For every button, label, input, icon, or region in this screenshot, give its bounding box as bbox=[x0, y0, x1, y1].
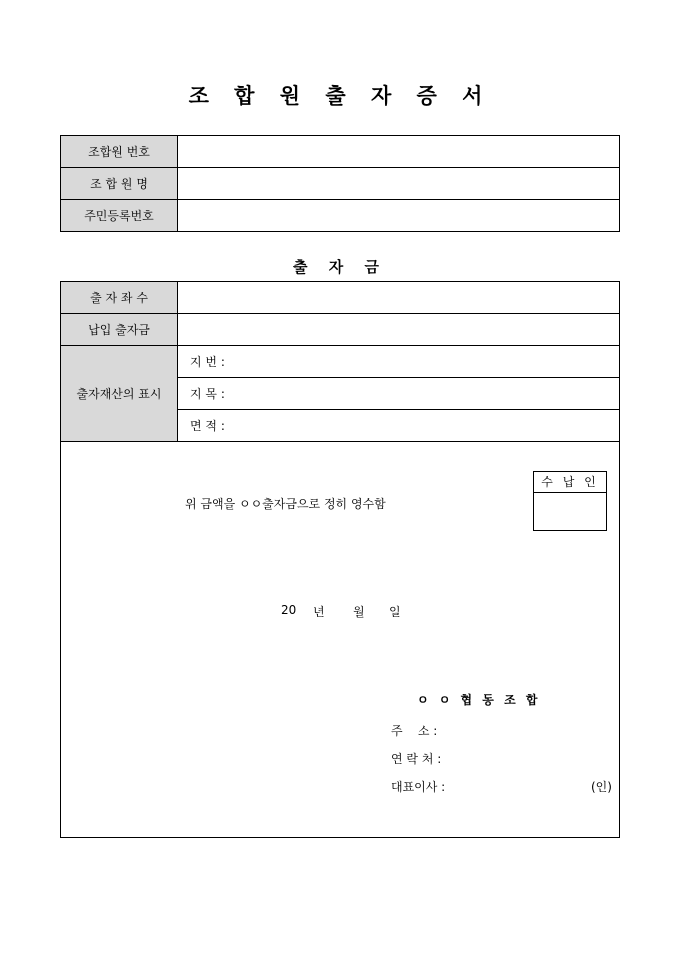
area-field[interactable]: 면 적 : bbox=[178, 410, 620, 442]
date-day: 일 bbox=[389, 605, 401, 619]
member-name-label: 조 합 원 명 bbox=[61, 168, 178, 200]
date-month: 월 bbox=[353, 605, 365, 619]
table-row bbox=[61, 282, 620, 314]
paid-amount-field[interactable] bbox=[178, 314, 620, 346]
document-title: 조 합 원 출 자 증 서 bbox=[188, 84, 492, 108]
member-number-field[interactable] bbox=[178, 136, 620, 168]
table-row bbox=[61, 136, 620, 168]
member-info-table bbox=[60, 135, 620, 232]
contribution-section-title: 출 자 금 bbox=[293, 258, 387, 276]
paid-amount-label: 납입 출자금 bbox=[61, 314, 178, 346]
contact-label: 연 락 처 : bbox=[391, 752, 442, 766]
table-row bbox=[61, 168, 620, 200]
property-label: 출자재산의 표시 bbox=[61, 346, 178, 442]
land-category-field[interactable]: 지 목 : bbox=[178, 378, 620, 410]
receipt-box bbox=[60, 441, 620, 838]
seal-mark: (인) bbox=[591, 780, 612, 794]
date-year: 년 bbox=[313, 605, 325, 619]
organization-name: ㅇ ㅇ 협 동 조 합 bbox=[417, 693, 541, 707]
member-name-field[interactable] bbox=[178, 168, 620, 200]
member-number-label: 조합원 번호 bbox=[61, 136, 178, 168]
date-year-prefix: 20 bbox=[281, 603, 297, 617]
table-row bbox=[61, 200, 620, 232]
lot-number-field[interactable]: 지 번 : bbox=[178, 346, 620, 378]
shares-label: 출 자 좌 수 bbox=[61, 282, 178, 314]
shares-field[interactable] bbox=[178, 282, 620, 314]
table-row bbox=[61, 346, 620, 378]
address-label: 주 소 : bbox=[391, 724, 438, 738]
stamp-label: 수 납 인 bbox=[534, 472, 606, 493]
receipt-stamp-box bbox=[533, 471, 607, 531]
resident-number-field[interactable] bbox=[178, 200, 620, 232]
contribution-table bbox=[60, 281, 620, 442]
resident-number-label: 주민등록번호 bbox=[61, 200, 178, 232]
table-row bbox=[61, 314, 620, 346]
ceo-label: 대표이사 : bbox=[391, 780, 446, 794]
receipt-statement: 위 금액을 ㅇㅇ출자금으로 정히 영수함 bbox=[185, 497, 386, 511]
